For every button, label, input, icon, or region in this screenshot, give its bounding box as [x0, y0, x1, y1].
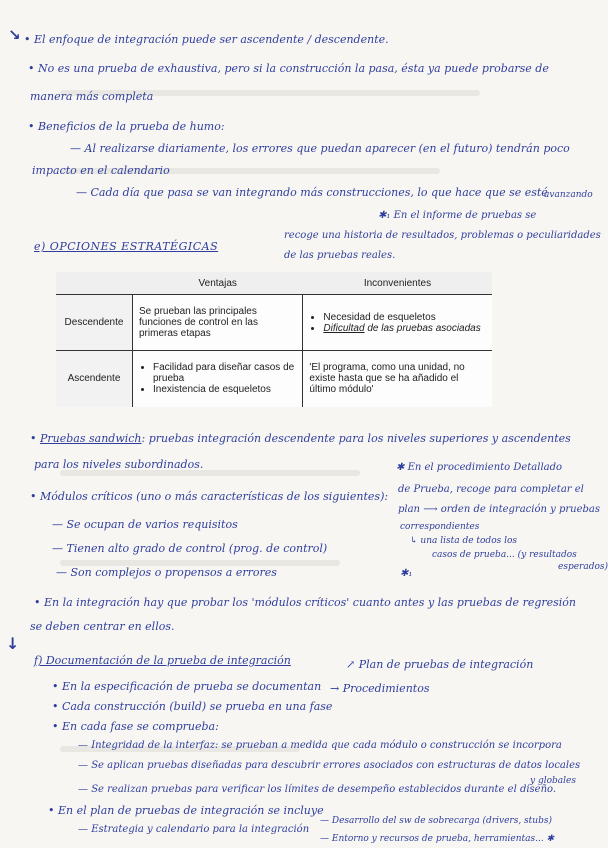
cell-ascendente-inconvenientes: 'El programa, como una unidad, no existe hasta que se ha añadido el último módulo' — [303, 351, 492, 407]
table-header-empty — [56, 272, 133, 295]
row-label-ascendente: Ascendente — [56, 351, 133, 407]
asterisk-marker: ✱₁ — [400, 568, 413, 579]
list-item: • Facilidad para diseñar casos de prueba — [153, 362, 296, 384]
critical-item-1: — Se ocupan de varios requisitos — [52, 518, 238, 531]
section-f-check-2: — Se aplican pruebas diseñadas para descubrir errores asociados con estructuras de datos locales — [78, 760, 581, 771]
note-informe-2: recoge una historia de resultados, problemas o peculiaridades — [284, 230, 601, 241]
table-row — [56, 295, 492, 351]
note-procedimiento-6b: esperados) — [558, 562, 608, 572]
section-f-check-3: — Se realizan pruebas para verificar los límites de desempeño establecidos durante el diseño. — [78, 784, 557, 795]
note-procedimiento-4: correspondientes — [400, 522, 480, 532]
critical-item-3: — Son complejos o propensos a errores — [56, 566, 277, 579]
critical-item-2: — Tienen alto grado de control (prog. de control) — [52, 542, 328, 555]
cell-descendente-inconvenientes — [303, 295, 492, 351]
note-procedimiento-2: de Prueba, recoge para completar el — [398, 484, 584, 495]
integration-note-2: se deben centrar en ellos. — [30, 620, 175, 633]
note-procedimiento-6: casos de prueba... (y resultados — [432, 550, 577, 560]
critical-title: • Módulos críticos (uno o más características de los siguientes): — [30, 490, 389, 503]
list-item: • Inexistencia de esqueletos — [153, 384, 296, 395]
list-item: • Necesidad de esqueletos — [323, 312, 486, 323]
note-informe-1: ✱₁ En el informe de pruebas se — [378, 210, 537, 221]
bullet-no-exhaustiva: • No es una prueba de exhaustiva, pero si la construcción la pasa, ésta ya puede probarse de — [28, 62, 549, 75]
strategy-table — [56, 272, 492, 407]
section-f-check-1: — Integridad de la interfaz: se prueban a medida que cada módulo o construcción se incorpora — [78, 740, 562, 751]
cell-ascendente-ventajas — [133, 351, 303, 407]
corner-tick-icon: ↘ — [8, 26, 21, 44]
section-f-title: f) Documentación de la prueba de integración — [34, 654, 291, 667]
note-informe-3: de las pruebas reales. — [284, 250, 396, 261]
arrow-down-icon: ↓ — [6, 634, 20, 653]
integration-note-1: • En la integración hay que probar los 'módulos críticos' cuanto antes y las pruebas de regresión — [34, 596, 577, 609]
section-f-item-1: • En la especificación de prueba se documentan — [52, 680, 322, 693]
section-e-title: e) OPCIONES ESTRATÉGICAS — [34, 240, 219, 253]
section-f-plan: ↗ Plan de pruebas de integración — [346, 658, 534, 671]
beneficio-2: — Cada día que pasa se van integrando más construcciones, lo que hace que se esté — [76, 186, 548, 199]
section-f-item-4: • En el plan de pruebas de integración se incluye — [48, 804, 324, 817]
sandwich-line-2: para los niveles subordinados. — [34, 458, 204, 471]
table-row — [56, 351, 492, 407]
section-f-plan-r1: — Desarrollo del sw de sobrecarga (drivers, stubs) — [320, 816, 552, 826]
section-f-procedimientos: → Procedimientos — [330, 682, 430, 695]
sandwich-line-1: • Pruebas sandwich: pruebas integración descendente para los niveles superiores y ascendentes — [30, 432, 571, 445]
note-procedimiento-5: ↳ una lista de todos los — [410, 536, 518, 546]
note-procedimiento-3: plan ⟶ orden de integración y pruebas — [398, 504, 600, 515]
table-header-ventajas: Ventajas — [133, 272, 303, 295]
section-f-plan-r2: — Entorno y recursos de prueba, herramientas... ✱ — [320, 834, 555, 844]
list-item: • Dificultad de las pruebas asociadas — [323, 323, 486, 334]
table-header-inconvenientes: Inconvenientes — [303, 272, 492, 295]
cell-descendente-ventajas: Se prueban las principales funciones de control en las primeras etapas — [133, 295, 303, 351]
bullet-beneficios: • Beneficios de la prueba de humo: — [28, 120, 225, 133]
beneficio-1-cont: impacto en el calendario — [32, 164, 170, 177]
section-f-check-2-end: y globales — [530, 776, 576, 786]
bullet-enfoque: • El enfoque de integración puede ser ascendente / descendente. — [24, 33, 389, 46]
section-f-plan-item: — Estrategia y calendario para la integración — [78, 824, 310, 835]
row-label-descendente: Descendente — [56, 295, 133, 351]
beneficio-2-end: avanzando — [544, 190, 593, 200]
bullet-no-exhaustiva-cont: manera más completa — [30, 90, 154, 103]
section-f-item-3: • En cada fase se comprueba: — [52, 720, 219, 733]
note-procedimiento-1: ✱ En el procedimiento Detallado — [396, 462, 563, 473]
beneficio-1: — Al realizarse diariamente, los errores que puedan aparecer (en el futuro) tendrán poco — [70, 142, 570, 155]
section-f-item-2: • Cada construcción (build) se prueba en una fase — [52, 700, 333, 713]
